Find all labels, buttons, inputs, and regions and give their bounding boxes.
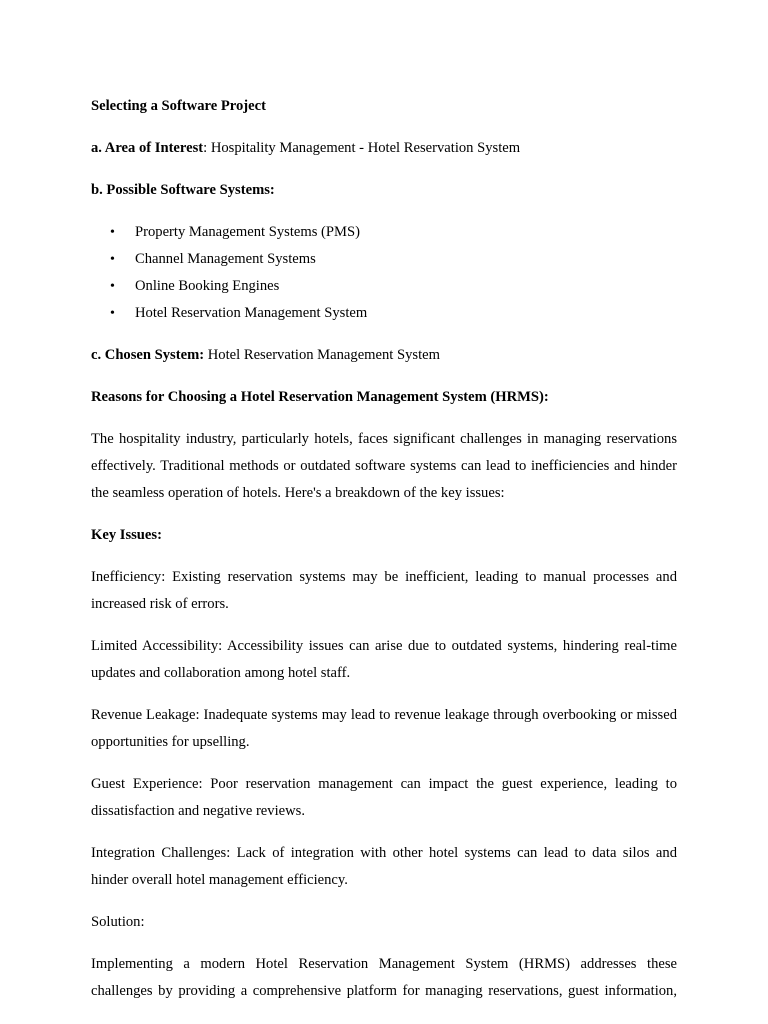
solution-heading: Solution:	[91, 914, 145, 930]
possible-systems-heading: b. Possible Software Systems:	[91, 182, 275, 198]
key-issues-heading: Key Issues:	[91, 527, 162, 543]
issue-paragraph-guest-experience: Guest Experience: Poor reservation management can impact the guest experience, leading to dissatisfaction and negative reviews.	[91, 776, 677, 819]
document-page	[91, 93, 677, 1020]
reasons-heading: Reasons for Choosing a Hotel Reservation Management System (HRMS):	[91, 389, 549, 405]
chosen-system-label: c. Chosen System:	[91, 347, 205, 363]
intro-paragraph: The hospitality industry, particularly hotels, faces significant challenges in managing reservations effectively. Traditional methods or outdated software systems can lead to inefficiencies and hinder the seamless operation of hotels. Here's a breakdown of the key issues:	[91, 431, 677, 501]
solution-paragraph: Implementing a modern Hotel Reservation Management System (HRMS) addresses these challenges by providing a comprehensive platform for managing reservations, guest information,	[91, 956, 677, 999]
chosen-system-value: Hotel Reservation Management System	[204, 347, 440, 363]
list-item-label: Property Management Systems (PMS)	[135, 224, 360, 240]
issue-paragraph-integration: Integration Challenges: Lack of integration with other hotel systems can lead to data silos and hinder overall hotel management efficiency.	[91, 845, 677, 888]
list-item-label: Channel Management Systems	[135, 251, 316, 267]
list-item	[91, 246, 677, 273]
issue-paragraph-inefficiency: Inefficiency: Existing reservation systems may be inefficient, leading to manual processes and increased risk of errors.	[91, 569, 677, 612]
area-of-interest-value: : Hospitality Management - Hotel Reservation System	[203, 140, 521, 156]
issue-paragraph-accessibility: Limited Accessibility: Accessibility issues can arise due to outdated systems, hindering real-time updates and collaboration among hotel staff.	[91, 638, 677, 681]
document-title: Selecting a Software Project	[91, 98, 266, 114]
possible-systems-list	[91, 219, 677, 327]
area-of-interest	[91, 135, 677, 162]
bullet-icon: •	[110, 225, 115, 240]
list-item-label: Hotel Reservation Management System	[135, 305, 368, 321]
list-item	[91, 273, 677, 300]
list-item	[91, 219, 677, 246]
area-of-interest-label: a. Area of Interest	[91, 140, 204, 156]
chosen-system	[91, 342, 677, 369]
issue-paragraph-revenue: Revenue Leakage: Inadequate systems may lead to revenue leakage through overbooking or missed opportunities for upselling.	[91, 707, 677, 750]
list-item-label: Online Booking Engines	[135, 278, 280, 294]
list-item	[91, 300, 677, 327]
bullet-icon: •	[110, 306, 115, 321]
bullet-icon: •	[110, 279, 115, 294]
bullet-icon: •	[110, 252, 115, 267]
